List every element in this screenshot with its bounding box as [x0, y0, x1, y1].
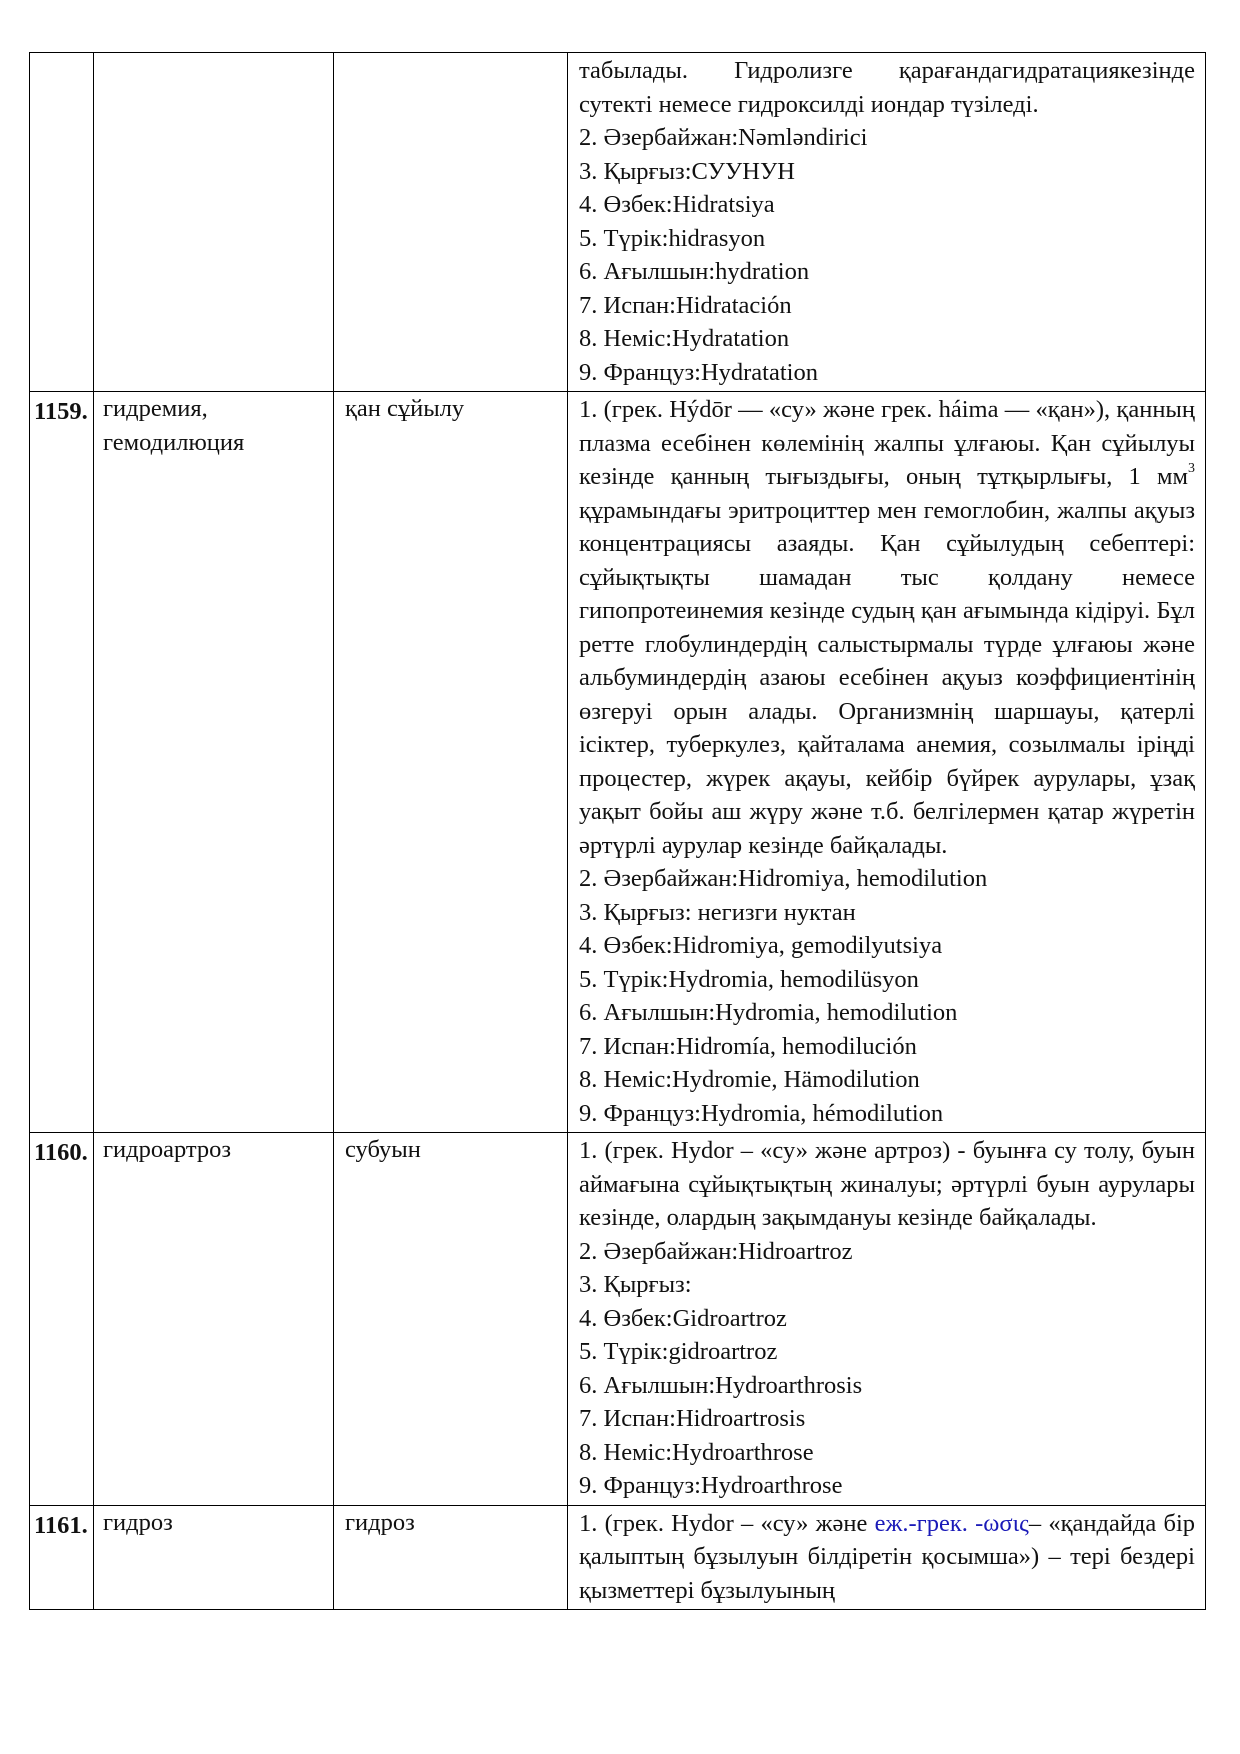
language-line: 5. Түрік:gidroartroz — [579, 1338, 778, 1365]
language-line: 7. Испан:Hidroartrosis — [579, 1405, 806, 1432]
language-line: 2. Әзербайжан:Nəmləndirici — [579, 124, 868, 151]
entry-translation — [334, 53, 568, 392]
entry-term — [94, 53, 334, 392]
definition-text — [579, 393, 1195, 862]
definition-text-part: – «қандайда бір қалыптың бұзылуын білдіретін қосымша») – тері бездері қызметтері бұзылуының — [579, 1509, 1196, 1604]
entry-translation: қан сұйылу — [334, 392, 568, 1133]
language-line: 7. Испан:Hidromía, hemodilución — [579, 1032, 917, 1060]
table-row — [30, 53, 1206, 392]
definition-text — [579, 1507, 1195, 1608]
language-line: 2. Әзербайжан:Hidroartroz — [579, 1237, 853, 1265]
definition-line: табылады. Гидролизге қарағандагидратациякезінде — [579, 57, 1195, 84]
table-row — [30, 392, 1206, 1133]
entry-number: 1161. — [30, 1505, 94, 1610]
language-line: 9. Француз:Hydroarthrose — [579, 1472, 843, 1499]
table-row — [30, 1133, 1206, 1506]
language-line: 4. Өзбек:Gidroartroz — [579, 1304, 787, 1332]
entry-term: гидремия, гемодилюция — [94, 392, 334, 1133]
definition-text-part: 1. (грек. Hydor – «су» және — [579, 1509, 875, 1537]
language-line: 9. Француз:Hydratation — [579, 358, 818, 386]
language-line: 5. Түрік:Hydromia, hemodilüsyon — [579, 965, 919, 993]
language-line: 2. Әзербайжан:Hidromiya, hemodilution — [579, 865, 988, 892]
table-row — [30, 1505, 1206, 1610]
language-line: 3. Қырғыз: — [579, 1271, 692, 1298]
language-line: 9. Француз:Hydromia, hémodilution — [579, 1099, 944, 1127]
language-line: 8. Неміс:Hydratation — [579, 325, 790, 352]
language-line: 3. Қырғыз:СУУНУН — [579, 157, 795, 185]
language-line: 4. Өзбек:Hidratsiya — [579, 191, 775, 218]
entry-term: гидроартроз — [94, 1133, 334, 1506]
language-line: 4. Өзбек:Hidromiya, gemodilyutsiya — [579, 932, 943, 959]
greek-suffix-link[interactable]: еж.-грек. -ωσις — [874, 1509, 1029, 1537]
definition-line: сутекті немесе гидроксилді иондар түзіледі. — [579, 90, 1039, 118]
language-line: 6. Ағылшын:Hydromia, hemodilution — [579, 999, 958, 1026]
entry-translation: гидроз — [334, 1505, 568, 1610]
entry-definition — [568, 1133, 1206, 1506]
entry-definition — [568, 392, 1206, 1133]
definition-text-part: құрамындағы эритроциттер мен гемоглобин, жалпы ақуыз концентрациясы азаяды. Қан сұйылудың себептері: сұйықтықты шамадан тыс қолдану немесе гипопротеинемия кезінде судың қан ағымында кідіруі. Бұл ретте глобулиндердің салыстырмалы түрде ұлғаюы және альбуминдердің азаюы есебінен ақуыз коэффициентінің өзгеруі орын алады. Организмнің шаршауы, қатерлі ісіктер, туберкулез, қайталама анемия, созылмалы іріңді процестер, жүрек ақауы, кейбір бүйрек аурулары, ұзақ уақыт бойы аш жүру және т.б. белгілермен қатар жүретін әртүрлі аурулар кезінде байқалады. — [579, 496, 1195, 859]
superscript: 3 — [1188, 460, 1195, 476]
entry-number: 1160. — [30, 1133, 94, 1506]
language-line: 6. Ағылшын:hydration — [579, 258, 810, 285]
language-line: 5. Түрік:hidrasyon — [579, 224, 766, 252]
entry-number: 1159. — [30, 392, 94, 1133]
entry-definition — [568, 53, 1206, 392]
dictionary-table — [29, 52, 1206, 1610]
language-line: 8. Неміс:Hydroarthrose — [579, 1438, 814, 1466]
entry-term: гидроз — [94, 1505, 334, 1610]
language-line: 7. Испан:Hidratación — [579, 291, 792, 319]
language-line: 8. Неміс:Hydromie, Hämodilution — [579, 1066, 920, 1093]
language-line: 6. Ағылшын:Hydroarthrosis — [579, 1371, 863, 1399]
entry-definition — [568, 1505, 1206, 1610]
language-line: 3. Қырғыз: негизги нуктан — [579, 898, 856, 926]
entry-number — [30, 53, 94, 392]
definition-text-part: 1. (грек. Hýdōr — «су» және грек. háima — «қан»), қанның плазма есебінен көлемінің жалпы ұлғаюы. Қан сұйылуы кезінде қанның тығыздығы, оның тұтқырлығы, 1 мм — [579, 396, 1195, 490]
entry-translation: субуын — [334, 1133, 568, 1506]
definition-text: 1. (грек. Hydor – «су» және артроз) - буынға су толу, буын аймағына сұйықтықтың жиналуы; әртүрлі буын аурулары кезінде, олардың зақымдануы кезінде байқалады. — [579, 1137, 1195, 1231]
